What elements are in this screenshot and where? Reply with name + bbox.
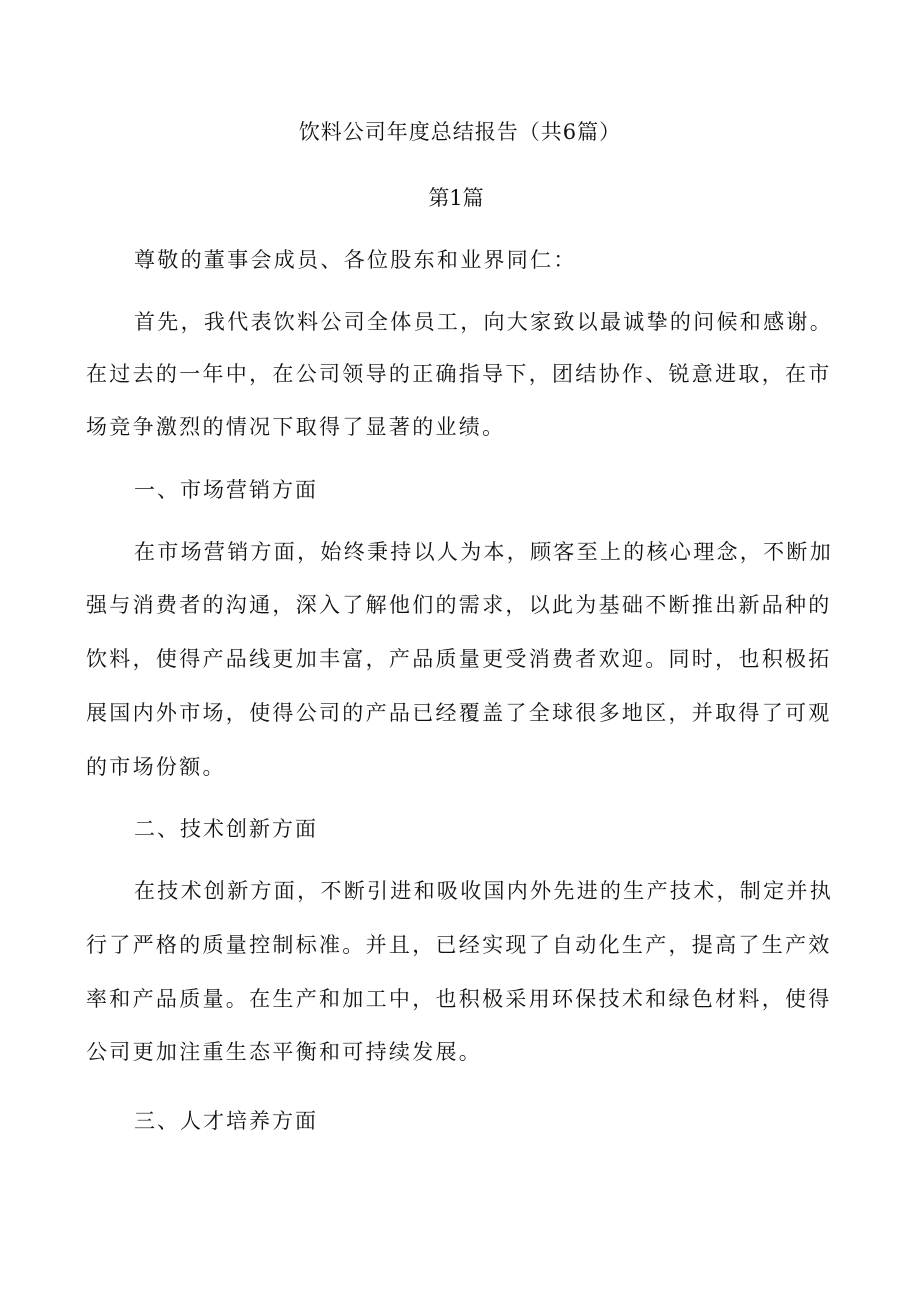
- section-heading-talent: 三、人才培养方面: [134, 1109, 318, 1133]
- salutation: 尊敬的董事会成员、各位股东和业界同仁：: [134, 248, 577, 272]
- section-heading-technology: 二、技术创新方面: [134, 817, 318, 841]
- marketing-line-3: 饮料，使得产品线更加丰富，产品质量更受消费者欢迎。同时，也积极拓: [86, 647, 832, 671]
- intro-line-1: 首先，我代表饮料公司全体员工，向大家致以最诚挚的问候和感谢。: [134, 310, 833, 334]
- document-title: 饮料公司年度总结报告（共6篇）: [298, 120, 622, 144]
- intro-line-2: 在过去的一年中，在公司领导的正确指导下，团结协作、锐意进取，在市: [86, 362, 832, 386]
- marketing-line-5: 的市场份额。: [86, 755, 226, 779]
- technology-line-3: 率和产品质量。在生产和加工中，也积极采用环保技术和绿色材料，使得: [86, 987, 832, 1011]
- marketing-line-2: 强与消费者的沟通，深入了解他们的需求，以此为基础不断推出新品种的: [86, 593, 832, 617]
- section-heading-marketing: 一、市场营销方面: [134, 478, 318, 502]
- marketing-line-4: 展国内外市场，使得公司的产品已经覆盖了全球很多地区，并取得了可观: [86, 701, 832, 725]
- marketing-line-1: 在市场营销方面，始终秉持以人为本，顾客至上的核心理念，不断加: [134, 540, 833, 564]
- technology-line-1: 在技术创新方面，不断引进和吸收国内外先进的生产技术，制定并执: [134, 879, 833, 903]
- technology-line-2: 行了严格的质量控制标准。并且，已经实现了自动化生产，提高了生产效: [86, 933, 832, 957]
- chapter-heading: 第1篇: [428, 186, 484, 210]
- technology-line-4: 公司更加注重生态平衡和可持续发展。: [86, 1040, 483, 1064]
- intro-line-3: 场竞争激烈的情况下取得了显著的业绩。: [86, 415, 506, 439]
